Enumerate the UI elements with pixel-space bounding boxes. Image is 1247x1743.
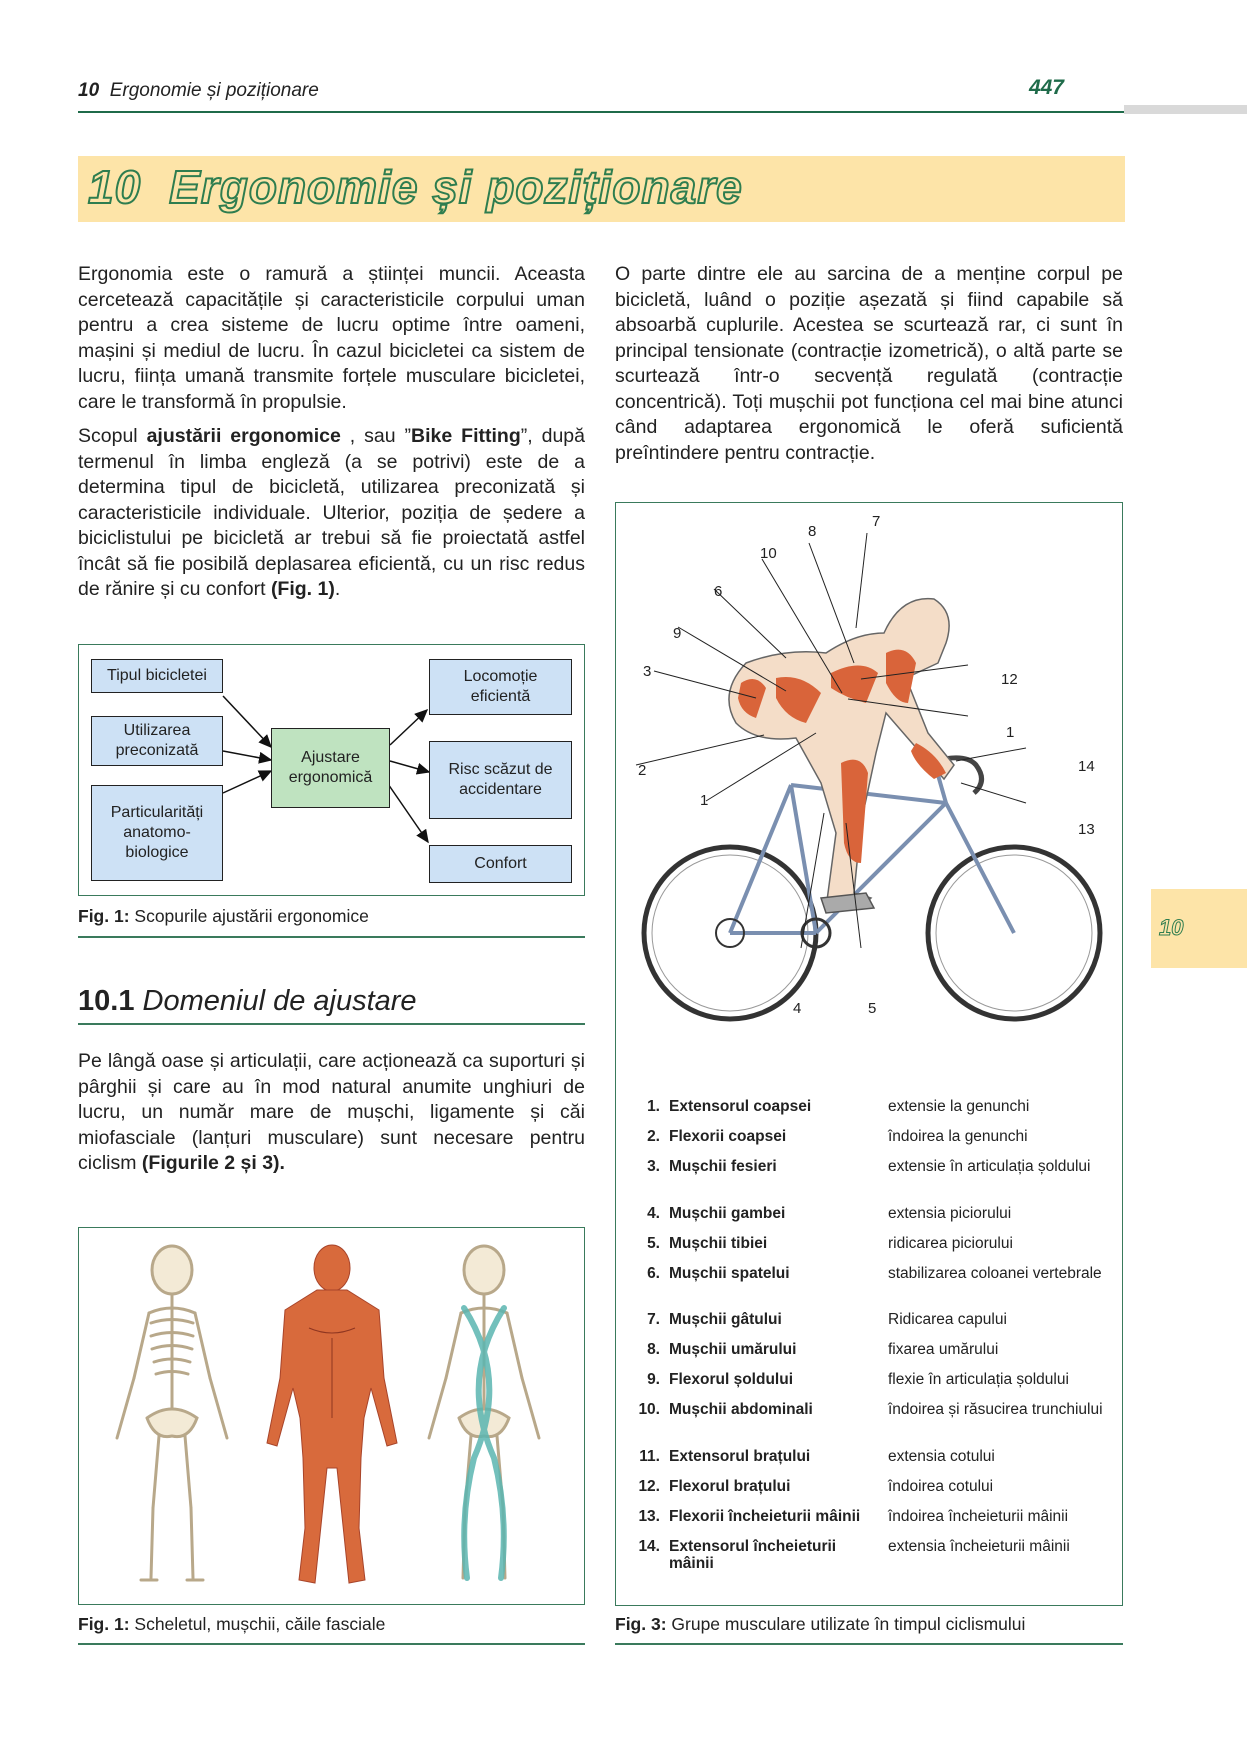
chapter-title-num: 10 [88,161,142,213]
fig1-diagram [78,644,585,896]
section-heading [78,985,417,1018]
fig2-illustration [79,1228,585,1605]
fig3-label-13: 13 [1078,821,1095,838]
fig3-caption-text: Grupe musculare utilizate în timpul ciclismului [666,1614,1026,1634]
fig2-caption-rule [78,1643,585,1645]
fascia-skeleton-illustration [429,1246,539,1578]
fig2-anatomy-figure [78,1227,585,1605]
fig3-cyclist-illustration [616,503,1123,1063]
section-paragraph-fig-ref: (Figurile 2 și 3). [141,1152,285,1174]
p2-part-a: Scopul [78,425,147,447]
section-rule [78,1023,585,1025]
skeleton-illustration [117,1246,227,1580]
fig1-caption-rule [78,936,585,938]
fig2-caption-text: Scheletul, mușchii, căile fasciale [129,1614,386,1634]
arrow-center-to-risk [390,761,429,772]
header-rule [78,111,1124,113]
fig1-box-tipul: Tipul bicicletei [91,659,223,693]
fig1-box-confort: Confort [429,845,572,883]
fig3-label-10: 10 [760,545,777,562]
fig3-label-6: 6 [714,583,723,600]
chapter-side-tab [1151,889,1247,968]
fig1-caption-text: Scopurile ajustării ergonomice [129,906,369,926]
fig1-box-ajustare: Ajustare ergonomică [271,728,390,808]
fig1-caption-label: Fig. 1: [78,906,130,926]
intro-paragraph-1: Ergonomia este o ramură a științei muncii. Aceasta cercetează capacitățile și caracteristicile corpului uman pentru a crea sisteme de lucru optime între oameni, mașini și mediul de lucru. În cazul bicicletei ca sistem de lucru, ființa umană transmite forțele musculare bicicletei, care le transformă în propulsie. [78,263,585,413]
running-header [78,78,1168,114]
chapter-side-tab-num: 10 [1159,915,1184,940]
fig3-caption-label: Fig. 3: [615,1614,667,1634]
chapter-title [88,160,743,214]
fig1-box-locomotie: Locomoție eficientă [429,659,572,715]
fig3-label-3: 3 [643,663,652,680]
section-title: Domeniul de ajustare [142,985,417,1017]
fig3-label-1b: 1 [1006,724,1015,741]
arrow-type-to-center [223,696,271,747]
section-paragraph-text: Pe lângă oase și articulații, care acționează ca suporturi și pârghii și care au în mod natural anumite unghiuri de lucru, un număr mare de mușchi, ligamente și căi miofasciale (lanțuri musculare) sunt necesare pentru ciclism [78,1050,585,1174]
fig2-caption-label: Fig. 1: [78,1614,130,1634]
fig1-box-risc: Risc scăzut de accidentare [429,741,572,819]
right-paragraph: O parte dintre ele au sarcina de a menține corpul pe bicicletă, luând o poziție așezată și fiind capabile să absoarbă cuplurile. Acestea se scurtează rar, ci sunt în principal tensionate (contracție izometrică), o altă parte se scurtează într-o secvență regulată (contracție concentrică). Toți mușchii pot funcționa cel mai bine atunci când adaptarea ergonomică le oferă suficientă preîntindere pentru contracție. [615,263,1123,464]
fig3-cyclist-figure: 1 2 3 4 5 6 7 8 9 10 12 1 14 13 1. Extensorul coapsei extensie la genunchi 2. Flexorii coapsei îndoirea la genunchi 3. Mușchii fesieri extensie în articulația șoldului 4. Mușchii gambei extensia piciorului 5. Mușchii tibiei ridicarea piciorului 6. Mușchii spatelui stabilizarea coloanei vertebrale 7. Mușchii gâtului Ridicarea capului 8. Mușchii umărului fixarea umărului 9. Flexorul șoldului flexie în articulația șoldului 10. Mușchii abdominali îndoirea și răsucirea trunchiului 11. Extensorul brațului extensia cotului 12. Flexorul brațului îndoirea cotului 13. Flexorii încheieturii mâinii îndoirea încheieturii mâinii 14. Extensorul încheieturii mâinii extensia încheieturii mâinii [615,502,1123,1606]
muscle-figure-illustration [267,1245,397,1583]
running-header-chapter-num: 10 [78,80,100,101]
p2-part-e: ”, după termenul în limba engleză (a se potrivi) este de a determina tipul de bicicletă, utilizarea preconizată și caracteristicile individuale. Ulterior, poziția de ședere a biciclistului pe bicicletă ar trebui să fie proiectată astfel încât să fie posibilă deplasarea eficientă, cu un risc redus de rănire și cu confort [78,425,585,600]
arrow-center-to-comfort [386,781,428,842]
fig1-box-utilizarea: Utilizarea preconizată [91,716,223,766]
fig3-label-12: 12 [1001,671,1018,688]
intro-paragraph-2 [78,424,585,603]
page-number: 447 [1028,76,1064,99]
fig3-label-14: 14 [1078,758,1095,775]
fig3-label-5: 5 [868,1000,877,1017]
section-paragraph [78,1049,585,1177]
p2-bold-ajustare: ajustării ergonomice [146,425,341,447]
chapter-title-bar [78,156,1125,222]
chapter-title-text: Ergonomie și poziționare [169,161,743,213]
fig3-label-9: 9 [673,625,682,642]
p2-part-g: . [334,578,341,600]
arrow-anat-to-center [223,771,271,793]
fig3-label-4: 4 [793,1000,802,1017]
running-header-chapter [78,80,319,102]
running-header-chapter-title: Ergonomie și poziționare [109,80,319,101]
fig3-label-2: 2 [638,762,647,779]
p2-part-c: , sau ” [340,425,412,447]
section-num: 10.1 [78,985,135,1017]
fig3-caption [615,1614,1025,1635]
p2-fig-ref: (Fig. 1) [270,578,335,600]
fig1-caption [78,906,369,927]
fig2-caption [78,1614,385,1635]
header-gray-bar [1124,105,1247,114]
fig3-caption-rule [615,1643,1123,1645]
p2-bold-bike-fitting: Bike Fitting [411,425,521,447]
rider-illustration [729,599,954,913]
arrow-center-to-loco [390,710,427,745]
arrow-use-to-center [223,751,271,760]
fig3-label-7: 7 [872,513,881,530]
fig1-box-particularitati: Particularități anatomo-biologice [91,785,223,881]
fig3-label-8: 8 [808,523,817,540]
fig3-label-1: 1 [700,792,709,809]
